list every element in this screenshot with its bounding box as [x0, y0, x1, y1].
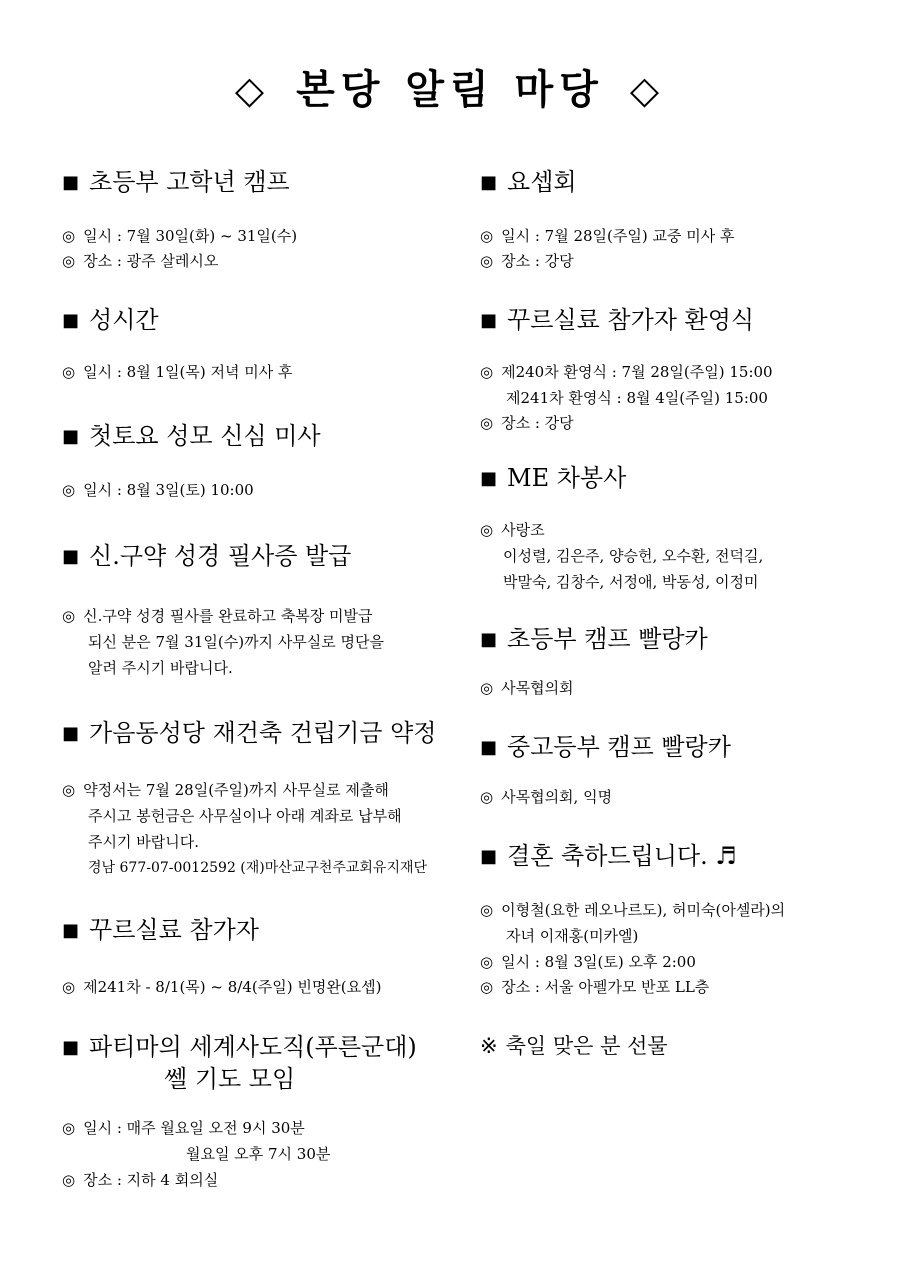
square-bullet-icon: ■: [480, 310, 498, 331]
heading-elem-bread: ■ 초등부 캠프 빨랑카: [480, 625, 708, 653]
square-bullet-icon: ■: [480, 737, 498, 758]
heading-bible: ■ 신.구약 성경 필사증 발급: [62, 542, 352, 570]
welcome-line-2: 제241차 환영식 : 8월 4일(주일) 15:00: [506, 389, 768, 407]
heading-welcome: ■ 꾸르실료 참가자 환영식: [480, 306, 755, 334]
square-bullet-icon: ■: [480, 468, 498, 489]
double-circle-icon: ◎: [62, 978, 76, 996]
heading-wedding: ■ 결혼 축하드립니다. ♬: [480, 842, 737, 870]
heading-fund: ■ 가음동성당 재건축 건립기금 약정: [62, 719, 437, 747]
me-group: ◎ 사랑조: [480, 521, 545, 539]
heading-fatima-2: 쎌 기도 모임: [164, 1065, 296, 1093]
joseph-date: ◎ 일시 : 7월 28일(주일) 교중 미사 후: [480, 227, 735, 245]
holy-hour-date: ◎ 일시 : 8월 1일(목) 저녁 미사 후: [62, 363, 293, 381]
heading-mid-bread: ■ 중고등부 캠프 빨랑카: [480, 733, 731, 761]
square-bullet-icon: ■: [480, 629, 498, 650]
square-bullet-icon: ■: [480, 172, 498, 193]
square-bullet-icon: ■: [62, 723, 80, 744]
camp-date: ◎ 일시 : 7월 30일(화) ~ 31일(수): [62, 227, 298, 245]
double-circle-icon: ◎: [480, 227, 494, 245]
fatima-line-3: ◎ 장소 : 지하 4 회의실: [62, 1171, 219, 1189]
square-bullet-icon: ■: [62, 546, 80, 567]
bible-line-2: 되신 분은 7월 31일(수)까지 사무실로 명단을: [88, 633, 385, 651]
camp-place: ◎ 장소 : 광주 살레시오: [62, 252, 219, 270]
double-circle-icon: ◎: [480, 679, 494, 697]
double-circle-icon: ◎: [62, 781, 76, 799]
heading-elem-camp: ■ 초등부 고학년 캠프: [62, 168, 290, 196]
double-circle-icon: ◎: [62, 227, 76, 245]
bible-line-1: ◎ 신.구약 성경 필사를 완료하고 축복장 미발급: [62, 607, 373, 625]
square-bullet-icon: ■: [62, 426, 80, 447]
double-circle-icon: ◎: [62, 481, 76, 499]
cursillo-line: ◎ 제241차 - 8/1(목) ~ 8/4(주일) 빈명완(요셉): [62, 978, 382, 996]
me-names-2: 박말숙, 김창수, 서정애, 박동성, 이정미: [503, 573, 759, 591]
square-bullet-icon: ■: [480, 846, 498, 867]
heading-holy-hour: ■ 성시간: [62, 306, 159, 334]
fund-account: 경남 677-07-0012592 (재)마산교구천주교회유지재단: [88, 860, 428, 876]
square-bullet-icon: ■: [62, 920, 80, 941]
square-bullet-icon: ■: [62, 172, 80, 193]
wedding-date: ◎ 일시 : 8월 3일(토) 오후 2:00: [480, 953, 696, 971]
heading-me: ■ ME 차봉사: [480, 464, 627, 492]
music-note-icon: ♬: [715, 842, 737, 870]
heading-cursillo: ■ 꾸르실료 참가자: [62, 916, 259, 944]
double-circle-icon: ◎: [480, 363, 494, 381]
double-circle-icon: ◎: [480, 521, 494, 539]
double-circle-icon: ◎: [480, 901, 494, 919]
bible-line-3: 알려 주시기 바랍니다.: [88, 659, 233, 677]
wedding-place: ◎ 장소 : 서울 아펠가모 반포 LL층: [480, 978, 710, 996]
fund-line-2: 주시고 봉헌금은 사무실이나 아래 계좌로 납부해: [88, 807, 402, 825]
elem-bread-line: ◎ 사목협의회: [480, 679, 574, 697]
double-circle-icon: ◎: [62, 607, 76, 625]
diamond-icon-right: ◇: [629, 68, 666, 112]
double-circle-icon: ◎: [480, 414, 494, 432]
heading-fatima: ■ 파티마의 세계사도직(푸른군대): [62, 1033, 417, 1061]
double-circle-icon: ◎: [480, 978, 494, 996]
double-circle-icon: ◎: [480, 788, 494, 806]
double-circle-icon: ◎: [480, 252, 494, 270]
double-circle-icon: ◎: [480, 953, 494, 971]
me-names-1: 이성렬, 김은주, 양승헌, 오수환, 전덕길,: [503, 547, 764, 565]
heading-joseph: ■ 요셉회: [480, 168, 577, 196]
fatima-line-2: 월요일 오후 7시 30분: [186, 1145, 331, 1163]
first-sat-date: ◎ 일시 : 8월 3일(토) 10:00: [62, 481, 254, 499]
gift-note: ※ 축일 맞은 분 선물: [480, 1034, 668, 1058]
double-circle-icon: ◎: [62, 252, 76, 270]
wedding-line-2: 자녀 이재홍(미카엘): [506, 927, 639, 945]
fatima-line-1: ◎ 일시 : 매주 월요일 오전 9시 30분: [62, 1119, 305, 1137]
page-title: [0, 58, 900, 115]
double-circle-icon: ◎: [62, 363, 76, 381]
heading-first-sat: ■ 첫토요 성모 신심 미사: [62, 422, 321, 450]
square-bullet-icon: ■: [62, 310, 80, 331]
wedding-line-1: ◎ 이형철(요한 레오나르도), 허미숙(아셀라)의: [480, 901, 786, 919]
welcome-line-1: ◎ 제240차 환영식 : 7월 28일(주일) 15:00: [480, 363, 773, 381]
fund-line-1: ◎ 약정서는 7월 28일(주일)까지 사무실로 제출해: [62, 781, 389, 799]
diamond-icon-left: ◇: [234, 68, 271, 112]
mid-bread-line: ◎ 사목협의회, 익명: [480, 788, 613, 806]
fund-line-3: 주시기 바랍니다.: [88, 833, 199, 851]
square-bullet-icon: ■: [62, 1037, 80, 1058]
double-circle-icon: ◎: [62, 1171, 76, 1189]
double-circle-icon: ◎: [62, 1119, 76, 1137]
reference-mark-icon: ※: [480, 1034, 498, 1058]
welcome-place: ◎ 장소 : 강당: [480, 414, 574, 432]
joseph-place: ◎ 장소 : 강당: [480, 252, 574, 270]
page-title-text: 본당 알림 마당: [296, 67, 604, 113]
